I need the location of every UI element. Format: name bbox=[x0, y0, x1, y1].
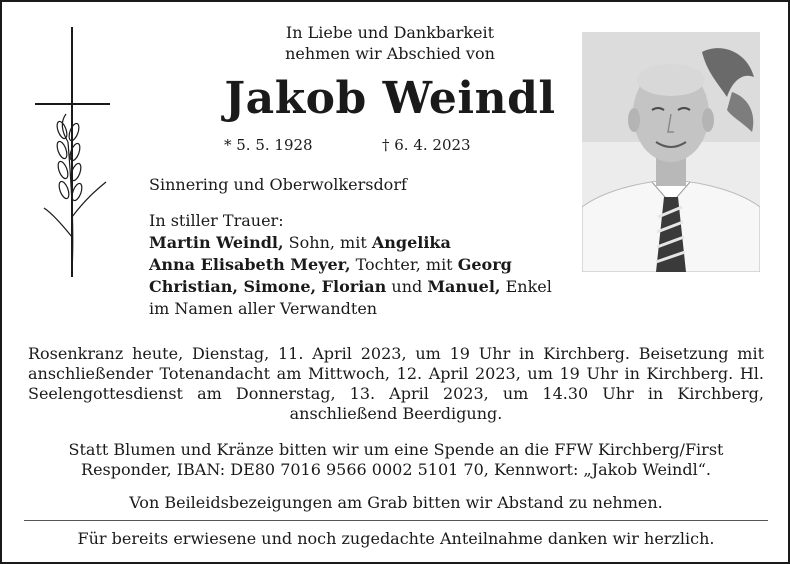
mourning-footer: im Namen aller Verwandten bbox=[149, 299, 378, 318]
death-date: † 6. 4. 2023 bbox=[382, 136, 471, 154]
mourner-relation: und bbox=[386, 277, 428, 296]
mourner-name: Martin Weindl, bbox=[149, 233, 284, 252]
intro-line-1: In Liebe und Dankbarkeit bbox=[285, 23, 495, 42]
mourners-block bbox=[149, 210, 589, 320]
divider bbox=[24, 520, 768, 521]
mourning-heading: In stiller Trauer: bbox=[149, 211, 284, 230]
birth-date: * 5. 5. 1928 bbox=[224, 136, 313, 154]
cross-with-wheat-icon bbox=[32, 22, 142, 282]
intro-text bbox=[152, 22, 628, 64]
hometown: Sinnering und Oberwolkersdorf bbox=[149, 175, 407, 194]
portrait-photo bbox=[582, 32, 760, 272]
mourner-relation: Enkel bbox=[500, 277, 552, 296]
mourner-relation: Tochter, mit bbox=[350, 255, 458, 274]
mourner-name: Anna Elisabeth Meyer, bbox=[149, 255, 351, 274]
mourner-relation: Sohn, mit bbox=[283, 233, 372, 252]
condolence-notice: Von Beileidsbezeigungen am Grab bitten wir Abstand zu nehmen. bbox=[129, 493, 663, 512]
mourner-name: Christian, Simone, Florian bbox=[149, 277, 387, 296]
donation-line-2: Responder, IBAN: DE80 7016 9566 0002 5101 70, Kennwort: „Jakob Weindl“. bbox=[81, 460, 711, 479]
mourner-name: Georg bbox=[457, 255, 512, 274]
mourner-name: Angelika bbox=[371, 233, 451, 252]
thanks-line: Für bereits erwiesene und noch zugedachte Anteilnahme danken wir herzlich. bbox=[77, 529, 715, 548]
portrait-illustration bbox=[582, 32, 760, 272]
deceased-name: Jakob Weindl bbox=[224, 73, 556, 124]
donation-notice bbox=[28, 440, 764, 480]
service-notice: Rosenkranz heute, Dienstag, 11. April 2023, um 19 Uhr in Kirchberg. Beisetzung mit anschließender Totenandacht am Mittwoch, 12. April 2023, um 19 Uhr in Kirchberg. Hl. Seelengottesdienst am Donnerstag, 13. April 2023, um 14.30 Uhr in Kirchberg, anschließend Beerdigung. bbox=[28, 344, 764, 423]
mourners-list bbox=[149, 232, 589, 298]
mourner-name: Manuel, bbox=[427, 277, 501, 296]
intro-line-2: nehmen wir Abschied von bbox=[285, 44, 495, 63]
donation-line-1: Statt Blumen und Kränze bitten wir um eine Spende an die FFW Kirchberg/First bbox=[68, 440, 724, 459]
